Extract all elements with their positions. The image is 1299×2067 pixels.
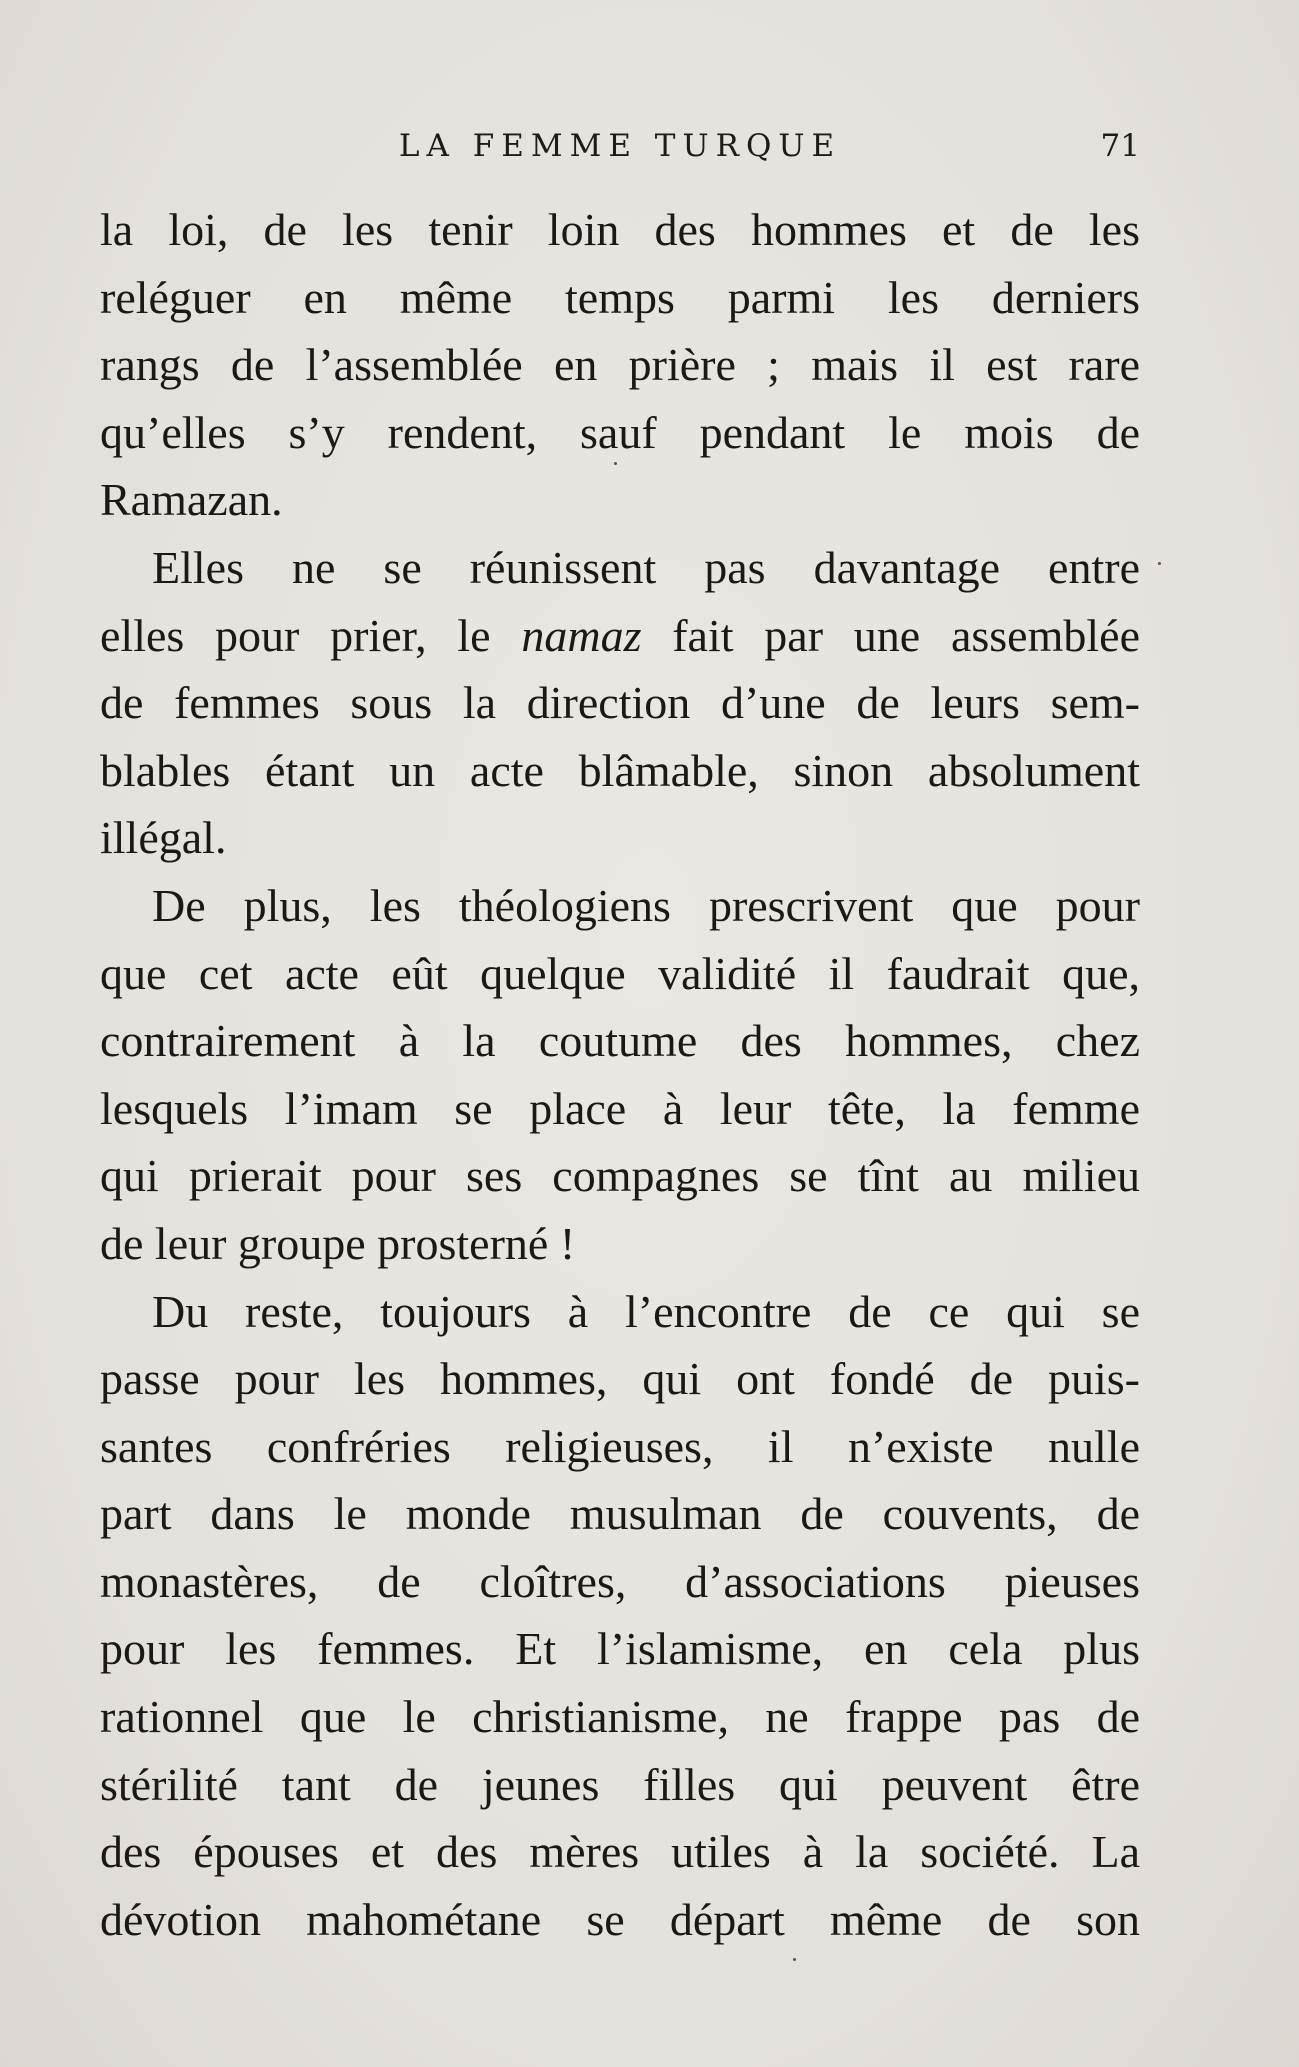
print-speck — [1158, 562, 1161, 565]
text-line: monastères, de cloîtres, d’associations pieuses — [100, 1555, 1140, 1607]
text-line: passe pour les hommes, qui ont fondé de puis- — [100, 1353, 1140, 1405]
print-speck — [614, 462, 617, 465]
text-line: Elles ne se réunissent pas davantage entre — [152, 541, 1140, 593]
text-line: la loi, de les tenir loin des hommes et de les — [100, 204, 1140, 255]
text-line: de femmes sous la direction d’une de leurs sem- — [100, 677, 1140, 729]
text-line: qu’elles s’y rendent, sauf pendant le mois de — [100, 406, 1140, 458]
text-line: Ramazan. — [100, 474, 283, 526]
text-line: pour les femmes. Et l’islamisme, en cela plus — [100, 1623, 1140, 1675]
running-title: LA FEMME TURQUE — [398, 128, 842, 164]
paragraph — [100, 196, 1140, 534]
text-line: des épouses et des mères utiles à la société. La — [100, 1826, 1140, 1878]
text-line: qui prierait pour ses compagnes se tînt au milieu — [100, 1150, 1140, 1202]
text-line: De plus, les théologiens prescrivent que pour — [152, 879, 1140, 931]
paragraph — [100, 534, 1140, 872]
text-line: rangs de l’assemblée en prière ; mais il est rare — [100, 339, 1140, 391]
text-line: que cet acte eût quelque validité il faudrait que, — [100, 947, 1140, 999]
page-header — [100, 122, 1140, 172]
text-line: Du reste, toujours à l’encontre de ce qui se — [152, 1285, 1140, 1337]
text-line: rationnel que le christianisme, ne frappe pas de — [100, 1691, 1140, 1743]
text-line: de leur groupe prosterné ! — [100, 1217, 576, 1269]
text-line: reléguer en même temps parmi les derniers — [100, 271, 1140, 323]
paragraph — [100, 872, 1140, 1278]
text-line: blables étant un acte blâmable, sinon absolument — [100, 744, 1140, 796]
text-line: santes confréries religieuses, il n’existe nulle — [100, 1420, 1140, 1472]
page-number: 71 — [1100, 128, 1140, 164]
print-speck — [793, 1958, 796, 1961]
text-line: stérilité tant de jeunes filles qui peuvent être — [100, 1758, 1140, 1810]
italic-term: namaz — [521, 609, 642, 661]
body-text — [100, 196, 1140, 1953]
text-line: elles pour prier, le namaz fait par une assemblée — [100, 609, 1140, 661]
paragraph — [100, 1278, 1140, 1954]
text-line: dévotion mahométane se départ même de son — [100, 1893, 1140, 1945]
text-line: lesquels l’imam se place à leur tête, la femme — [100, 1082, 1140, 1134]
text-line: illégal. — [100, 812, 227, 864]
text-line: contrairement à la coutume des hommes, chez — [100, 1015, 1140, 1067]
text-line: part dans le monde musulman de couvents, de — [100, 1488, 1140, 1540]
